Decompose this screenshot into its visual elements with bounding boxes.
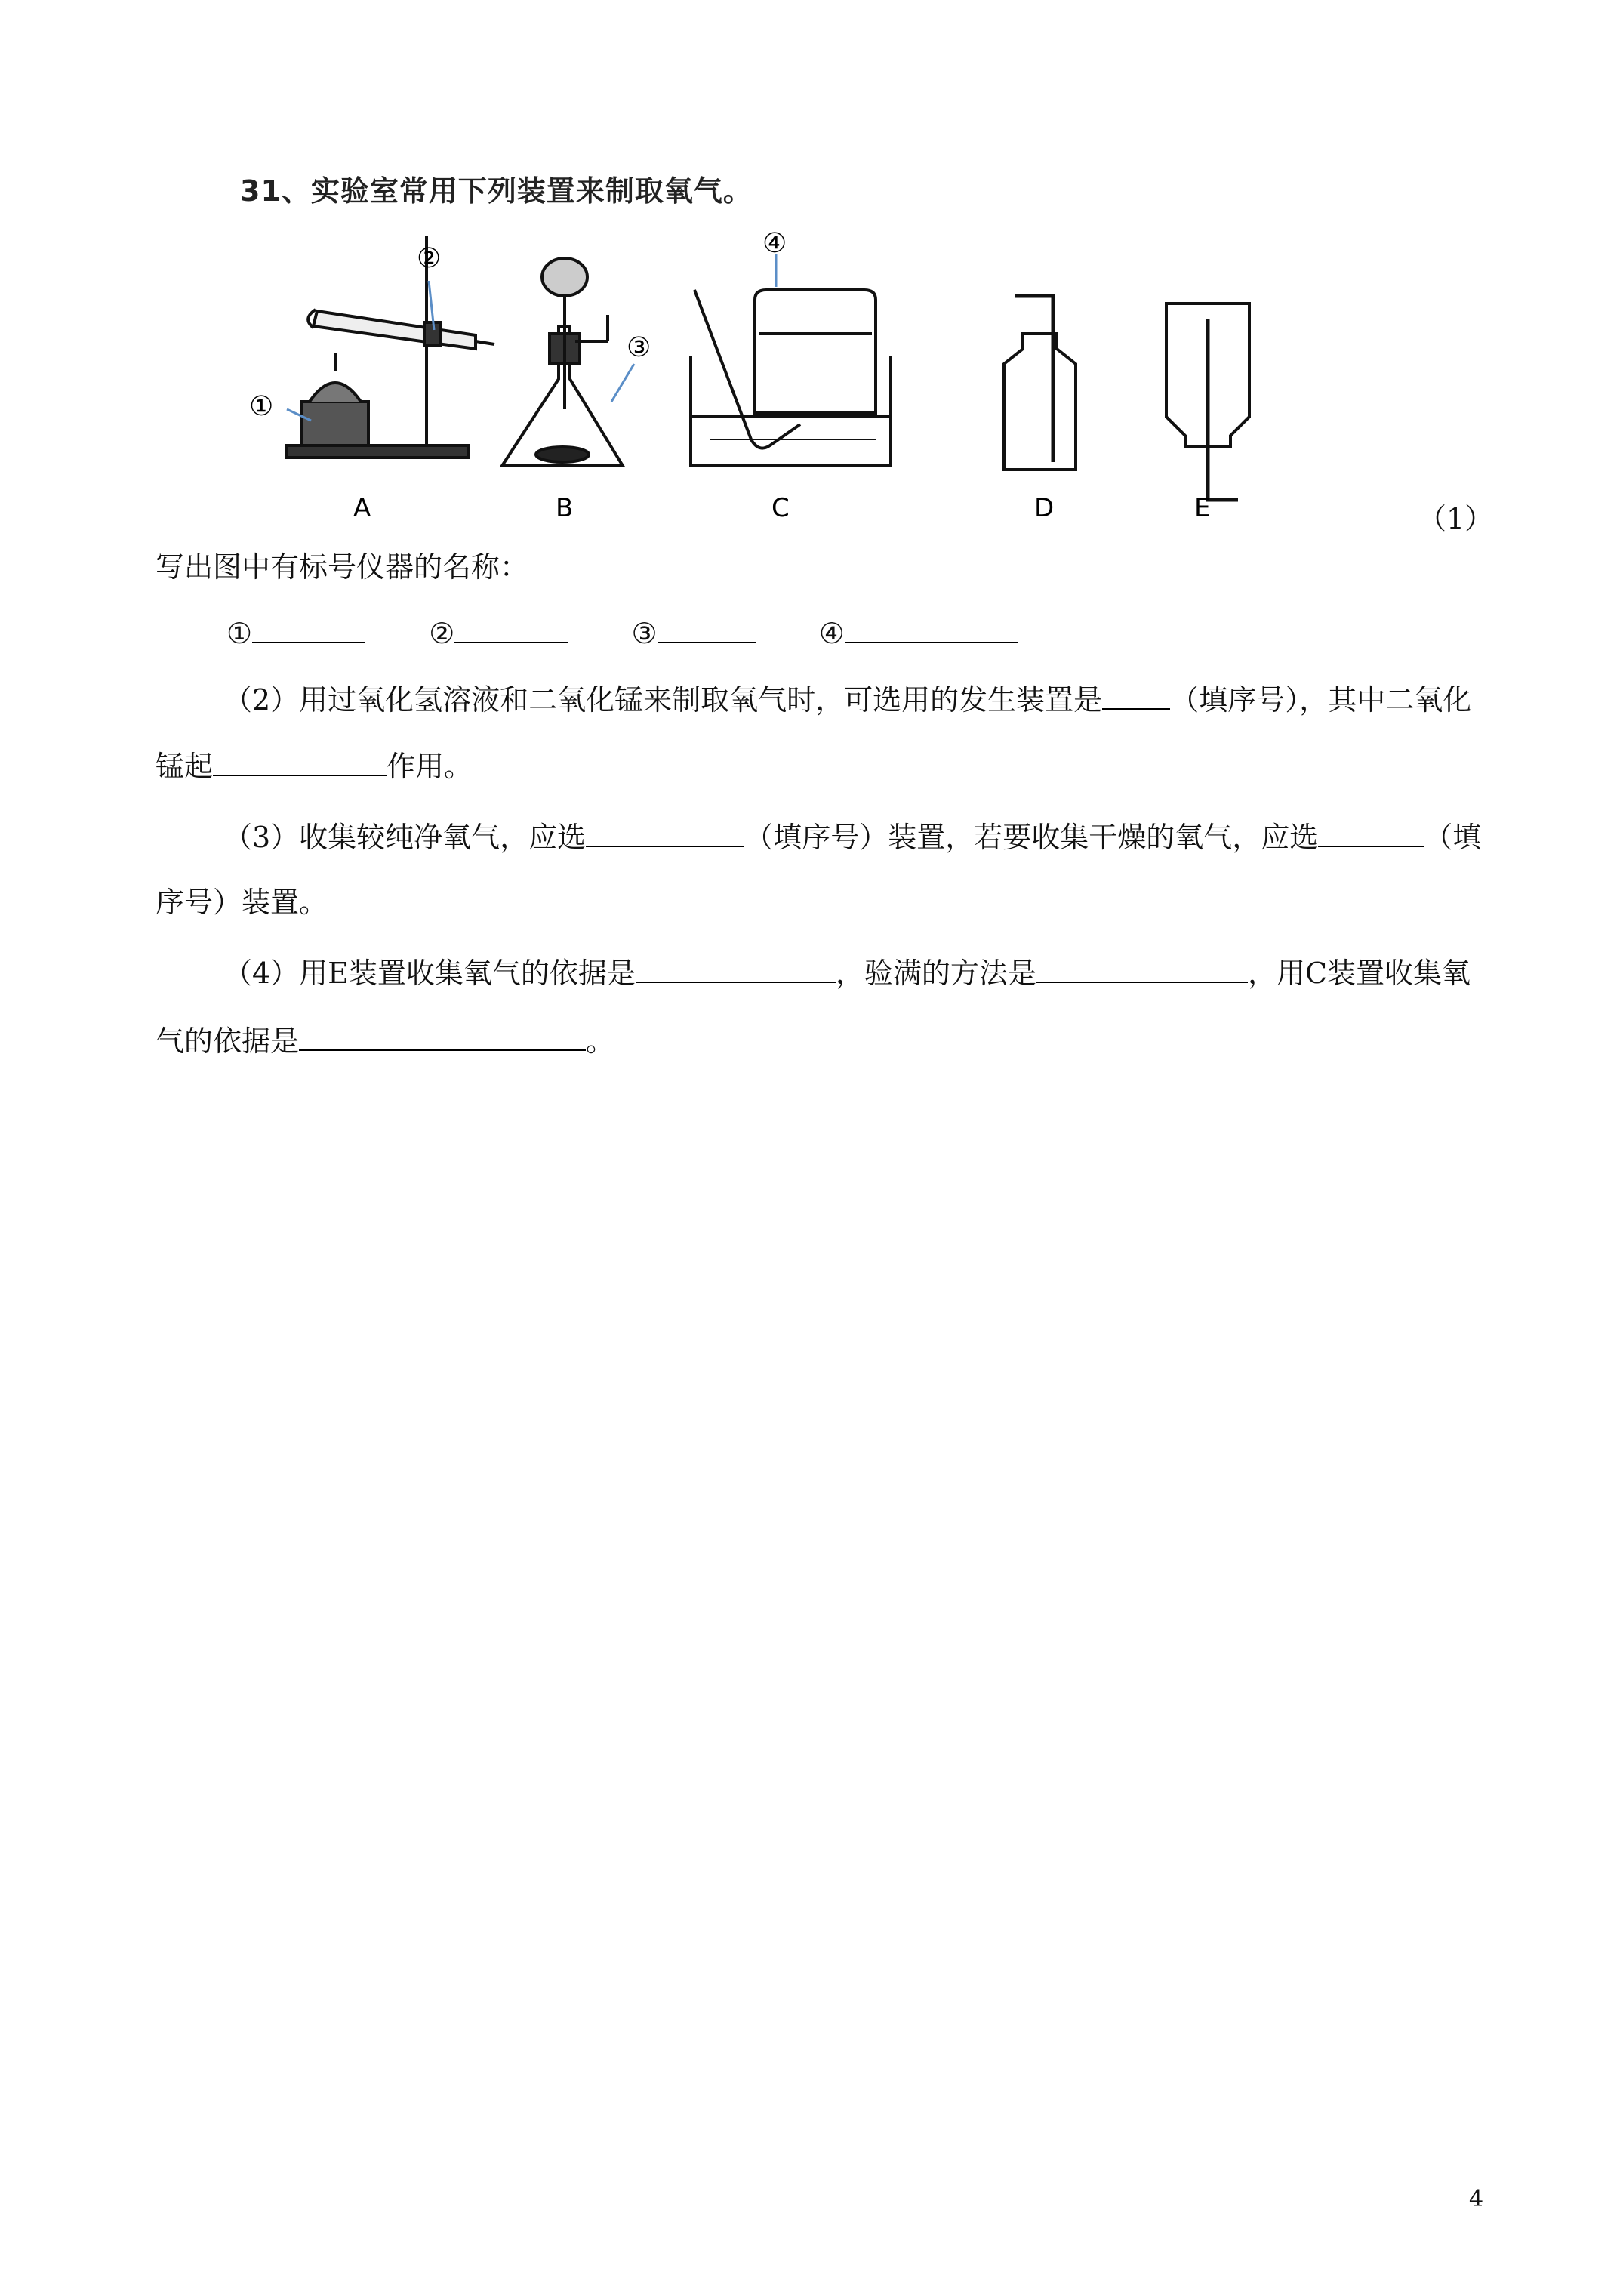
apparatus-figure (226, 220, 1495, 530)
page-number: 4 (1469, 2186, 1484, 2212)
part4-line2 (156, 1022, 614, 1059)
item-2-label: ② (429, 617, 455, 650)
callout-3: ③ (627, 332, 651, 363)
part2-text-b: （填序号），其中二氧化 (1170, 683, 1472, 717)
label-a: A (353, 493, 371, 523)
apparatus-a-drawing (287, 236, 494, 458)
apparatus-d-drawing (1004, 296, 1076, 470)
item-1-label: ① (226, 617, 253, 650)
answer-blank-part3-pure[interactable] (586, 818, 744, 847)
answer-blank-part4-method[interactable] (1036, 954, 1248, 983)
part4-text-e: 。 (586, 1025, 615, 1058)
callout-2: ② (417, 243, 442, 274)
part1-instruction: 写出图中有标号仪器的名称： (156, 550, 529, 584)
part4-text-d: 气的依据是 (156, 1025, 300, 1058)
answer-blank-4[interactable] (845, 615, 1018, 643)
answer-blank-1[interactable] (252, 615, 365, 643)
part2-text-a: （2）用过氧化氢溶液和二氧化锰来制取氧气时，可选用的发生装置是 (223, 683, 1103, 717)
answer-blank-part2-device[interactable] (1102, 681, 1170, 710)
answer-blank-part3-dry[interactable] (1318, 818, 1424, 847)
apparatus-b-drawing (502, 258, 623, 466)
part4-text-c: ，用C装置收集氧 (1247, 957, 1471, 990)
part4-text-a: （4）用E装置收集氧气的依据是 (223, 957, 636, 990)
answer-blank-part2-role[interactable] (213, 747, 387, 776)
answer-blank-part4-basis[interactable] (636, 954, 836, 983)
part4-line1 (223, 954, 1471, 991)
part3-line1 (223, 818, 1481, 855)
part3-text-a: （3）收集较纯净氧气，应选 (223, 821, 587, 854)
part3-line2: 序号）装置。 (156, 886, 328, 919)
item-4-label: ④ (818, 617, 845, 650)
callout-1: ① (249, 391, 274, 422)
label-e: E (1194, 493, 1211, 523)
item-3-label: ③ (631, 617, 658, 650)
question-title: 31、实验室常用下列装置来制取氧气。 (240, 174, 753, 208)
apparatus-c-drawing (691, 290, 891, 466)
part3-text-b: （填序号）装置，若要收集干燥的氧气，应选 (744, 821, 1319, 854)
answer-blank-2[interactable] (454, 615, 568, 643)
part1-number: （1） (1418, 502, 1494, 535)
label-c: C (771, 493, 790, 523)
part4-text-b: ，验满的方法是 (835, 957, 1036, 990)
apparatus-e-drawing (1166, 304, 1249, 500)
part2-line1 (223, 681, 1471, 717)
part2-line2 (156, 747, 473, 784)
part1-answer-row (226, 615, 1018, 651)
part3-text-c: （填 (1424, 821, 1482, 854)
part2-text-c: 锰起 (156, 750, 214, 783)
label-b: B (556, 493, 574, 523)
answer-blank-part4-c-basis[interactable] (299, 1022, 586, 1051)
callout-4: ④ (762, 228, 787, 259)
part2-text-d: 作用。 (387, 750, 473, 783)
answer-blank-3[interactable] (658, 615, 756, 643)
label-d: D (1034, 493, 1055, 523)
